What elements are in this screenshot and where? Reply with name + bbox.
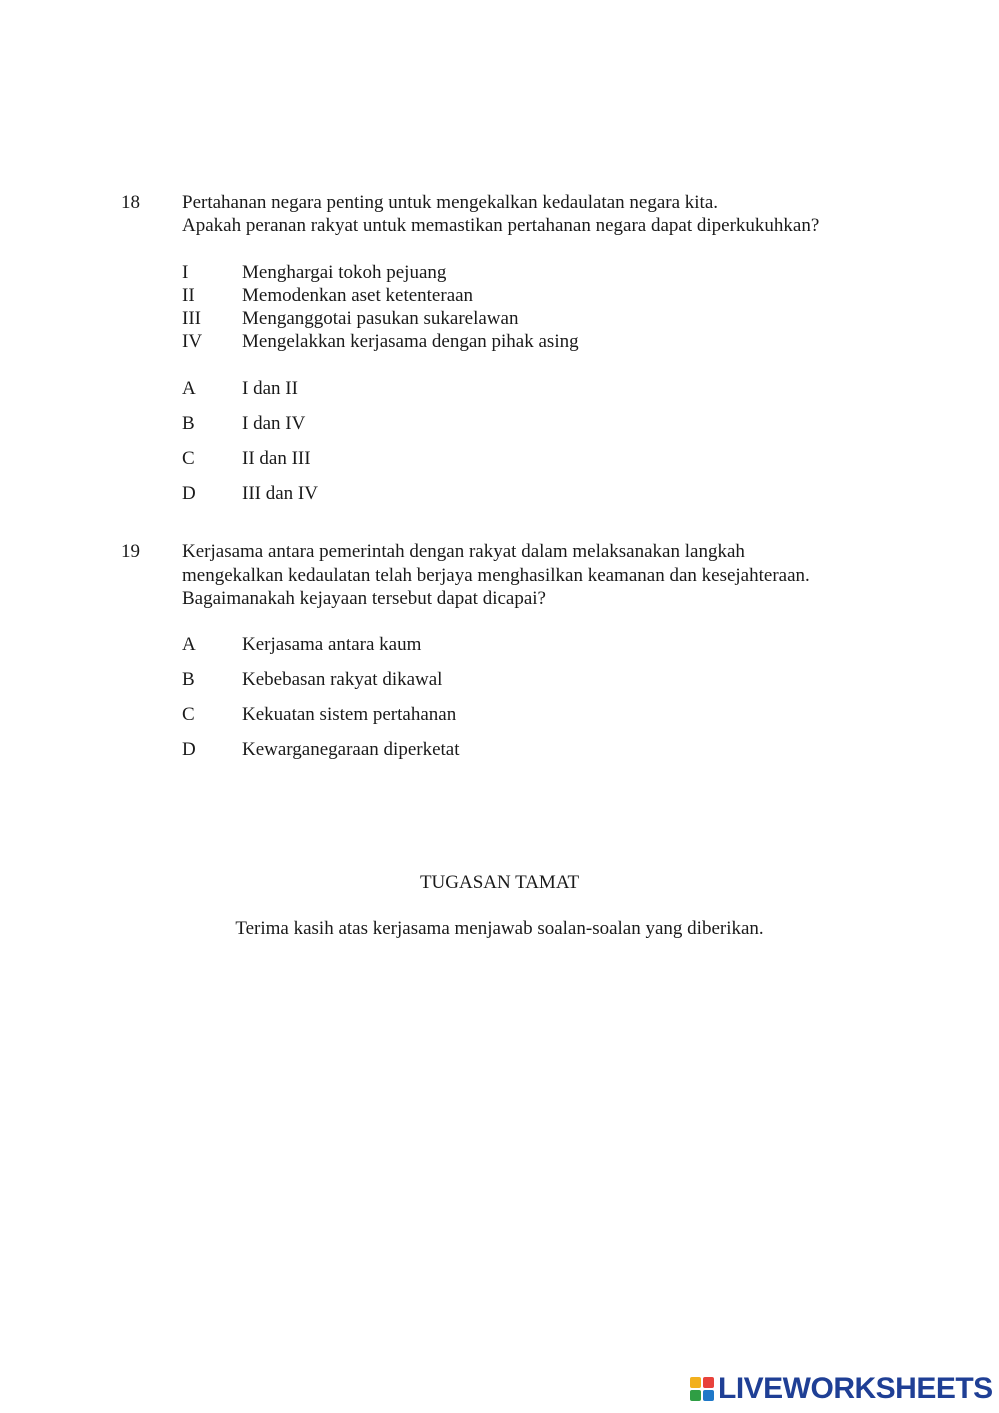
question-line: Apakah peranan rakyat untuk memastikan pertahanan negara dapat diperkukuhkan?: [182, 215, 820, 236]
question-number: 18: [121, 192, 140, 213]
option-letter-d: D: [182, 739, 196, 760]
option-text-d: Kewarganegaraan diperketat: [242, 739, 460, 760]
closing-message: Terima kasih atas kerjasama menjawab soalan-soalan yang diberikan.: [235, 918, 764, 939]
option-text-b: I dan IV: [242, 413, 306, 434]
liveworksheets-brand: [690, 1373, 993, 1405]
option-letter-b: B: [182, 413, 195, 434]
statement-numeral: I: [182, 262, 189, 283]
statement-text: Menghargai tokoh pejuang: [242, 262, 447, 283]
liveworksheets-logo-icon: [690, 1377, 714, 1401]
option-text-d: III dan IV: [242, 483, 318, 504]
option-text-c: Kekuatan sistem pertahanan: [242, 704, 457, 725]
option-text-a: Kerjasama antara kaum: [242, 634, 422, 655]
option-letter-a: A: [182, 378, 196, 399]
statement-numeral: IV: [182, 331, 203, 352]
question-line: Bagaimanakah kejayaan tersebut dapat dicapai?: [182, 588, 546, 609]
question-line: Kerjasama antara pemerintah dengan rakyat dalam melaksanakan langkah: [182, 541, 745, 562]
option-text-a: I dan II: [242, 378, 298, 399]
option-letter-a: A: [182, 634, 196, 655]
statement-text: Menganggotai pasukan sukarelawan: [242, 308, 519, 329]
option-letter-d: D: [182, 483, 196, 504]
brand-text: LIVEWORKSHEETS: [718, 1372, 993, 1405]
option-letter-b: B: [182, 669, 195, 690]
question-line: Pertahanan negara penting untuk mengekalkan kedaulatan negara kita.: [182, 192, 718, 213]
question-number: 19: [121, 541, 140, 562]
statement-numeral: II: [182, 285, 195, 306]
question-line: mengekalkan kedaulatan telah berjaya menghasilkan keamanan dan kesejahteraan.: [182, 565, 810, 586]
closing-title: TUGASAN TAMAT: [419, 872, 580, 893]
option-letter-c: C: [182, 448, 195, 469]
statement-text: Mengelakkan kerjasama dengan pihak asing: [242, 331, 579, 352]
statement-text: Memodenkan aset ketenteraan: [242, 285, 474, 306]
statement-numeral: III: [182, 308, 201, 329]
option-text-b: Kebebasan rakyat dikawal: [242, 669, 443, 690]
option-text-c: II dan III: [242, 448, 311, 469]
option-letter-c: C: [182, 704, 195, 725]
